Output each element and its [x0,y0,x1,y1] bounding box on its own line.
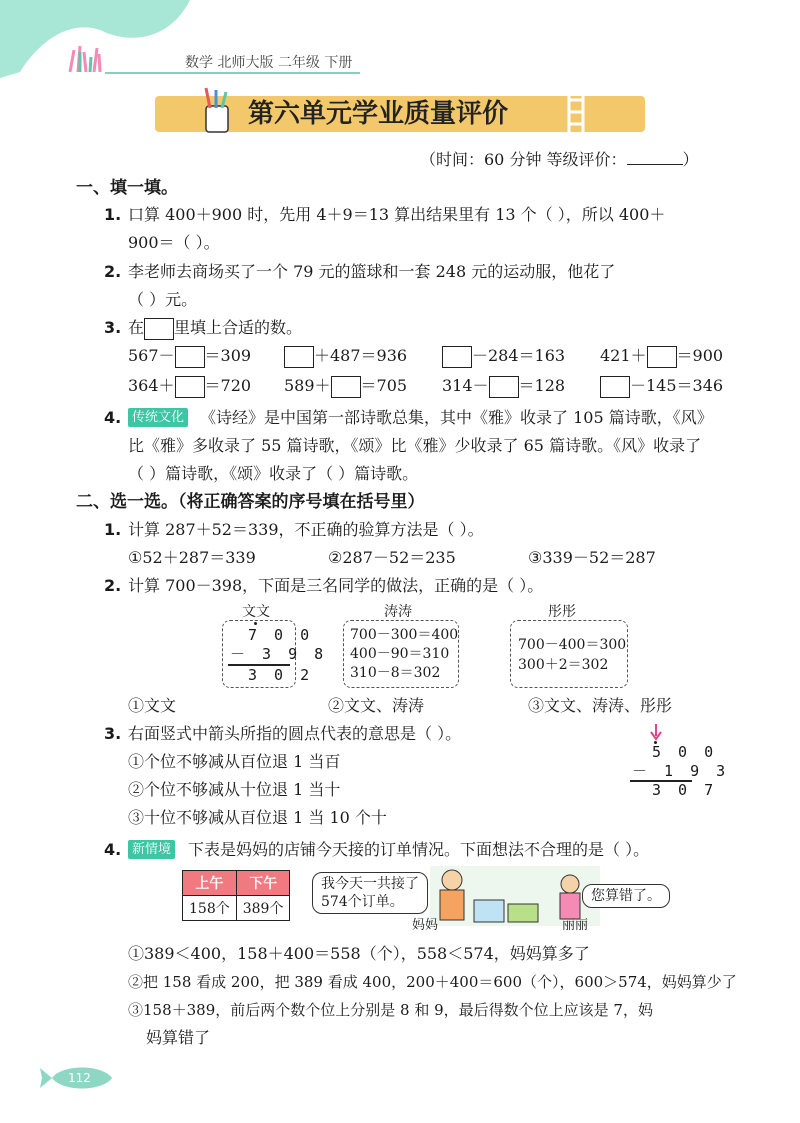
calc-bot: 3 0 7 [652,781,718,799]
s2q2-option-2[interactable]: ②文文、涛涛 [328,696,425,715]
q2-line1: 李老师去商场买了一个 79 元的篮球和一套 248 元的运动服，他花了 [128,262,616,281]
q3-number: 3. [104,318,122,337]
s2q3-option-1[interactable]: ①个位不够减从百位退 1 当百 [128,752,341,771]
tongtong-box [510,620,628,688]
s2q1-number: 1. [104,520,122,539]
answer-box[interactable] [442,346,472,368]
s2q2-number: 2. [104,576,122,595]
calc-top: 5 0 0 [652,743,718,761]
arrow-down-icon [650,724,662,742]
student-taotao: 涛涛 [384,604,412,620]
new-context-tag: 新情境 [128,840,175,859]
orders-table [182,870,290,921]
answer-box[interactable] [489,376,519,398]
answer-box[interactable] [284,346,314,368]
tongtong-line-1: 700－400＝300 [518,637,627,653]
answer-box[interactable] [600,376,630,398]
page-number: 112 [68,1071,91,1085]
q3-eq-8: －145＝346 [600,374,723,398]
s2q4-option-1[interactable]: ①389＜400，158＋400＝558（个），558＜574，妈妈算多了 [128,944,590,963]
pencil-cup-icon [198,86,234,134]
lili-label: 丽丽 [562,918,589,933]
s2q3-option-3[interactable]: ③十位不够减从百位退 1 当 10 个十 [128,808,387,827]
header-rule [105,72,360,74]
ladder-icon [565,92,587,136]
section1-heading: 一、填一填。 [76,178,178,198]
answer-box[interactable] [175,346,205,368]
q3-eq-3: －284＝163 [442,344,565,368]
s2q1-option-3[interactable]: ③339－52＝287 [528,548,656,567]
subject-line: 数学 北师大版 二年级 下册 [185,55,353,71]
q3-eq-7: 314－ ＝128 [442,374,565,398]
q1-number: 1. [104,205,122,224]
student-wenwen: 文文 [242,604,270,620]
mom-label: 妈妈 [412,918,439,933]
table-header: 下午 [236,871,290,896]
q3-eq-5: 364＋ ＝720 [128,374,251,398]
answer-box[interactable] [331,376,361,398]
taotao-line-2: 400－90＝310 [350,646,450,662]
q4-line3: （ ）篇诗歌，《颂》收录了（ ）篇诗歌。 [128,464,419,483]
taotao-line-1: 700－300＝400 [350,627,459,643]
q1-line2: 900＝（ ）。 [128,233,220,252]
s2q1-text: 计算 287＋52＝339，不正确的验算方法是（ ）。 [128,520,484,539]
taotao-line-3: 310－8＝302 [350,665,441,681]
wenwen-mid: － 3 9 8 [230,645,328,663]
student-tongtong: 彤彤 [548,604,576,620]
q4-line1: 《诗经》是中国第一部诗歌总集，其中《雅》收录了 105 篇诗歌，《风》 [200,408,713,427]
s2q4-option-3-cont: 妈算错了 [146,1028,211,1047]
table-header: 上午 [183,871,237,896]
table-cell: 389个 [236,896,290,921]
q3-eq-2: ＋487＝936 [284,344,407,368]
s2q2-option-1[interactable]: ①文文 [128,696,177,715]
q3-instruction: 在 里填上合适的数。 [128,316,302,340]
s2q1-option-2[interactable]: ②287－52＝235 [328,548,456,567]
tongtong-line-2: 300＋2＝302 [518,657,609,673]
s2q1-option-1[interactable]: ①52＋287＝339 [128,548,256,567]
table-cell: 158个 [183,896,237,921]
s2q4-number: 4. [104,840,122,859]
tradition-tag: 传统文化 [128,408,188,427]
borrow-dot [254,622,257,625]
grade-blank[interactable] [627,148,683,165]
section2-heading: 二、选一选。（将正确答案的序号填在括号里） [76,492,425,512]
q2-line2: （ ）元。 [128,290,198,309]
calc-mid: － 1 9 3 [632,762,730,780]
lili-speech-bubble: 您算错了。 [582,884,670,908]
q3-eq-1: 567－ ＝309 [128,344,251,368]
sample-box [144,318,174,340]
q4-line2: 比《雅》多收录了 55 篇诗歌，《颂》比《雅》少收录了 65 篇诗歌。《风》收录了 [128,436,702,455]
wenwen-bot: 3 0 2 [248,666,314,684]
s2q4-option-2[interactable]: ②把 158 看成 200，把 389 看成 400，200＋400＝600（个），600＞574，妈妈算少了 [128,973,737,991]
q1-line1: 口算 400＋900 时，先用 4＋9＝13 算出结果里有 13 个（ ），所以 400＋ [128,205,666,224]
s2q3-number: 3. [104,724,122,743]
mom-speech-bubble: 我今天一共接了 574个订单。 [312,872,428,914]
corner-decoration [0,0,200,80]
unit-title: 第六单元学业质量评价 [248,99,509,129]
q4-number: 4. [104,408,122,427]
q2-number: 2. [104,262,122,281]
s2q3-option-2[interactable]: ②个位不够减从十位退 1 当十 [128,780,341,799]
s2q4-option-3[interactable]: ③158＋389，前后两个数个位上分别是 8 和 9，最后得数个位上应该是 7，妈 [128,1001,653,1019]
q3-eq-4: 421＋ ＝900 [600,344,723,368]
q3-eq-6: 589＋ ＝705 [284,374,407,398]
answer-box[interactable] [175,376,205,398]
s2q4-text: 下表是妈妈的店铺今天接的订单情况。下面想法不合理的是（ ）。 [188,840,650,859]
s2q3-text: 右面竖式中箭头所指的圆点代表的意思是（ ）。 [128,724,462,743]
time-grade: （时间：60 分钟 等级评价： ） [420,150,699,169]
s2q2-text: 计算 700－398，下面是三名同学的做法，正确的是（ ）。 [128,576,544,595]
answer-box[interactable] [647,346,677,368]
s2q2-option-3[interactable]: ③文文、涛涛、彤彤 [528,696,673,715]
wenwen-top: 7 0 0 [248,626,314,644]
